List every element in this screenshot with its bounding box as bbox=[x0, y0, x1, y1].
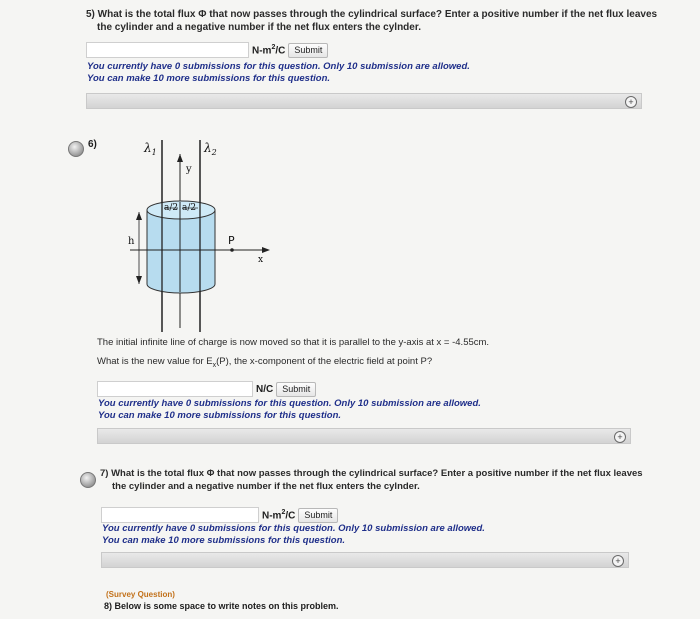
q6-notice bbox=[98, 398, 481, 422]
point-p bbox=[230, 248, 234, 252]
q5-expand-bar[interactable] bbox=[86, 93, 642, 109]
q7-unit: $N-m^2/C$ bbox=[262, 508, 296, 522]
plus-circle-icon[interactable]: + bbox=[625, 96, 637, 108]
q7-line1: 7) What is the total flux Φ that now passes through the cylindrical surface? Enter a positive number if the net flux leaves bbox=[100, 468, 643, 479]
q5-submit-button[interactable]: Submit bbox=[288, 43, 328, 58]
q7-line2: the cylinder and a negative number if the net flux enters the cylnder. bbox=[112, 481, 420, 492]
q5-answer-row bbox=[86, 42, 328, 58]
q7-expand-bar[interactable] bbox=[101, 552, 629, 568]
plus-circle-icon[interactable]: + bbox=[614, 431, 626, 443]
y-label: y bbox=[186, 164, 192, 175]
q6-expand-bar[interactable] bbox=[97, 428, 631, 444]
q6-answer-input[interactable] bbox=[97, 381, 253, 397]
q7-notice-line2: You can make 10 more submissions for this question. bbox=[102, 535, 346, 546]
q6-answer-row bbox=[97, 381, 316, 397]
q5-text bbox=[86, 8, 686, 34]
q7-text bbox=[100, 467, 690, 493]
q6-text-line1: The initial infinite line of charge is now moved so that it is parallel to the y-axis at x = -4.55cm. bbox=[97, 337, 490, 348]
lambda2-label: $\lambda_2$ bbox=[204, 141, 217, 157]
plus-circle-icon[interactable]: + bbox=[612, 555, 624, 567]
q6-text-line2: What is the new value for $E_x(P)$, the x-component of the electric field at point P? bbox=[97, 356, 433, 369]
q7-notice-line1: You currently have 0 submissions for this question. Only 10 submission are allowed. bbox=[102, 523, 485, 534]
q6-status-icon bbox=[68, 141, 84, 157]
y-axis-arrow bbox=[177, 154, 183, 162]
q5-line2: the cylinder and a negative number if the net flux enters the cylnder. bbox=[97, 22, 421, 33]
q7-notice bbox=[102, 523, 485, 547]
x-label: x bbox=[258, 255, 264, 265]
q5-line1: 5) What is the total flux Φ that now passes through the cylindrical surface? Enter a positive number if the net flux leaves bbox=[86, 9, 658, 20]
p-label: P bbox=[228, 234, 235, 247]
q7-answer-row bbox=[101, 507, 338, 523]
q7-status-icon bbox=[80, 472, 96, 488]
q5-notice-line1: You currently have 0 submissions for this question. Only 10 submission are allowed. bbox=[87, 61, 470, 72]
q7-submit-button[interactable]: Submit bbox=[298, 508, 338, 523]
cylinder-top bbox=[147, 201, 215, 219]
q5-notice bbox=[87, 61, 470, 85]
q5-answer-input[interactable] bbox=[86, 42, 249, 58]
half-a-right-label: a/2 bbox=[182, 203, 197, 213]
q6-submit-button[interactable]: Submit bbox=[276, 382, 316, 397]
h-label: h bbox=[128, 236, 135, 247]
q8-survey-label: (Survey Question) bbox=[106, 590, 175, 599]
cylinder-diagram bbox=[122, 132, 282, 332]
q7-answer-input[interactable] bbox=[101, 507, 259, 523]
cylinder-body bbox=[147, 210, 215, 293]
half-a-left-label: a/2 bbox=[164, 203, 179, 213]
q5-unit: $N-m^2/C$ bbox=[252, 43, 286, 57]
q8-text: 8) Below is some space to write notes on this problem. bbox=[104, 601, 339, 611]
lambda1-label: $\lambda_1$ bbox=[144, 141, 157, 157]
q6-notice-line1: You currently have 0 submissions for this question. Only 10 submission are allowed. bbox=[98, 398, 481, 409]
q6-notice-line2: You can make 10 more submissions for this question. bbox=[98, 410, 342, 421]
q5-notice-line2: You can make 10 more submissions for this question. bbox=[87, 73, 331, 84]
q6-text bbox=[97, 333, 489, 375]
q6-number: 6) bbox=[88, 139, 97, 150]
q6-unit: N/C bbox=[256, 383, 274, 395]
